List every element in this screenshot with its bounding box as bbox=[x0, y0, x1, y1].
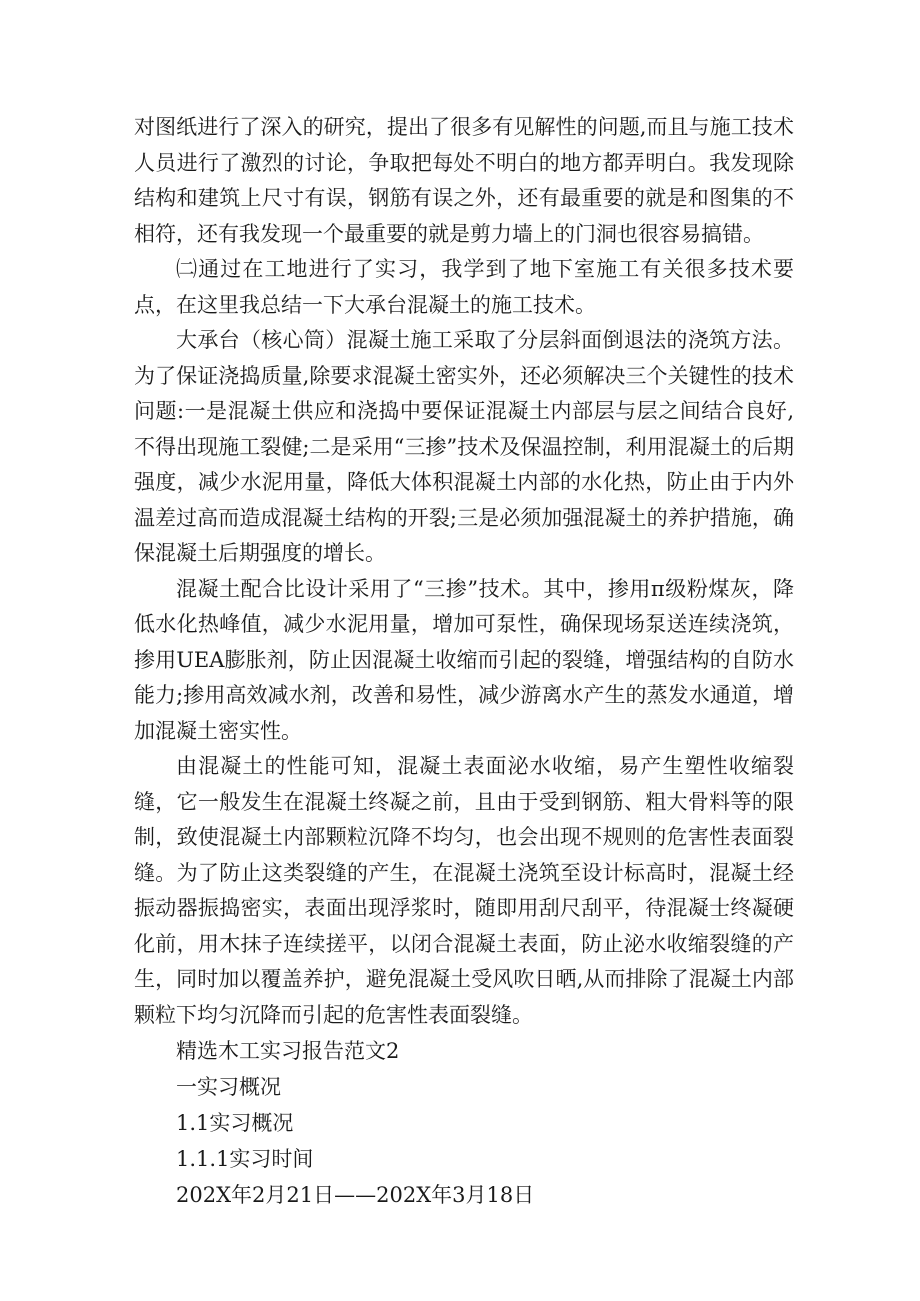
paragraph-drawing-review: 对图纸进行了深入的研究，提出了很多有见解性的问题,而且与施工技术人员进行了激烈的讨论，争取把每处不明白的地方都弄明白。我发现除结构和建筑上尺寸有误，钢筋有误之外，还有最重要的就是和图集的不相符，还有我发现一个最重要的就是剪力墙上的门洞也很容易搞错。 bbox=[134, 115, 794, 246]
heading-1-1-1: 1.1.1实习时间 bbox=[176, 1147, 314, 1171]
document-body bbox=[134, 110, 794, 1213]
heading-internship-overview: 一实习概况 bbox=[176, 1075, 281, 1099]
paragraph-pile-cap-concrete: 大承台（核心筒）混凝土施工采取了分层斜面倒退法的浇筑方法。为了保证浇捣质量,除要求混凝土密实外，还必须解决三个关键性的技术问题:一是混凝土供应和浇捣中要保证混凝土内部层与层之间结合良好,不得出现施工裂健;二是采用“三掺”技术及保温控制，利用混凝土的后期强度，减少水泥用量，降低大体积混凝土内部的水化热，防止由于内外温差过高而造成混凝土结构的开裂;三是必须加强混凝土的养护措施，确保混凝土后期强度的增长。 bbox=[134, 328, 794, 565]
paragraph-mix-design: 混凝土配合比设计采用了“三掺”技术。其中，掺用π级粉煤灰，降低水化热峰值，减少水泥用量，增加可泵性，确保现场泵送连续浇筑，掺用UEA膨胀剂，防止因混凝土收缩而引起的裂缝，增强结构的自防水能力;掺用高效减水剂，改善和易性，减少游离水产生的蒸发水通道，增加混凝土密实性。 bbox=[134, 576, 794, 743]
paragraph-basement-intro: ㈡通过在工地进行了实习，我学到了地下室施工有关很多技术要点，在这里我总结一下大承台混凝土的施工技术。 bbox=[134, 257, 794, 317]
internship-date-range: 202X年2月21日——202X年3月18日 bbox=[176, 1183, 535, 1207]
paragraph-surface-cracks: 由混凝土的性能可知，混凝土表面泌水收缩，易产生塑性收缩裂缝，它一般发生在混凝土终凝之前，且由于受到钢筋、粗大骨料等的限制，致使混凝土内部颗粒沉降不均匀，也会出现不规则的危害性表面裂缝。为了防止这类裂缝的产生，在混凝土浇筑至设计标高时，混凝土经振动器振捣密实，表面出现浮浆时，随即用刮尺刮平，待混凝士终凝硬化前，用木抹子连续搓平，以闭合混凝土表面，防止泌水收缩裂缝的产生，同时加以覆盖养护，避免混凝土受风吹日晒,从而排除了混凝土内部颗粒下均匀沉降而引起的危害性表面裂缝。 bbox=[134, 754, 794, 1027]
heading-1-1: 1.1实习概况 bbox=[176, 1111, 294, 1135]
section-title: 精选木工实习报告范文2 bbox=[176, 1039, 400, 1063]
